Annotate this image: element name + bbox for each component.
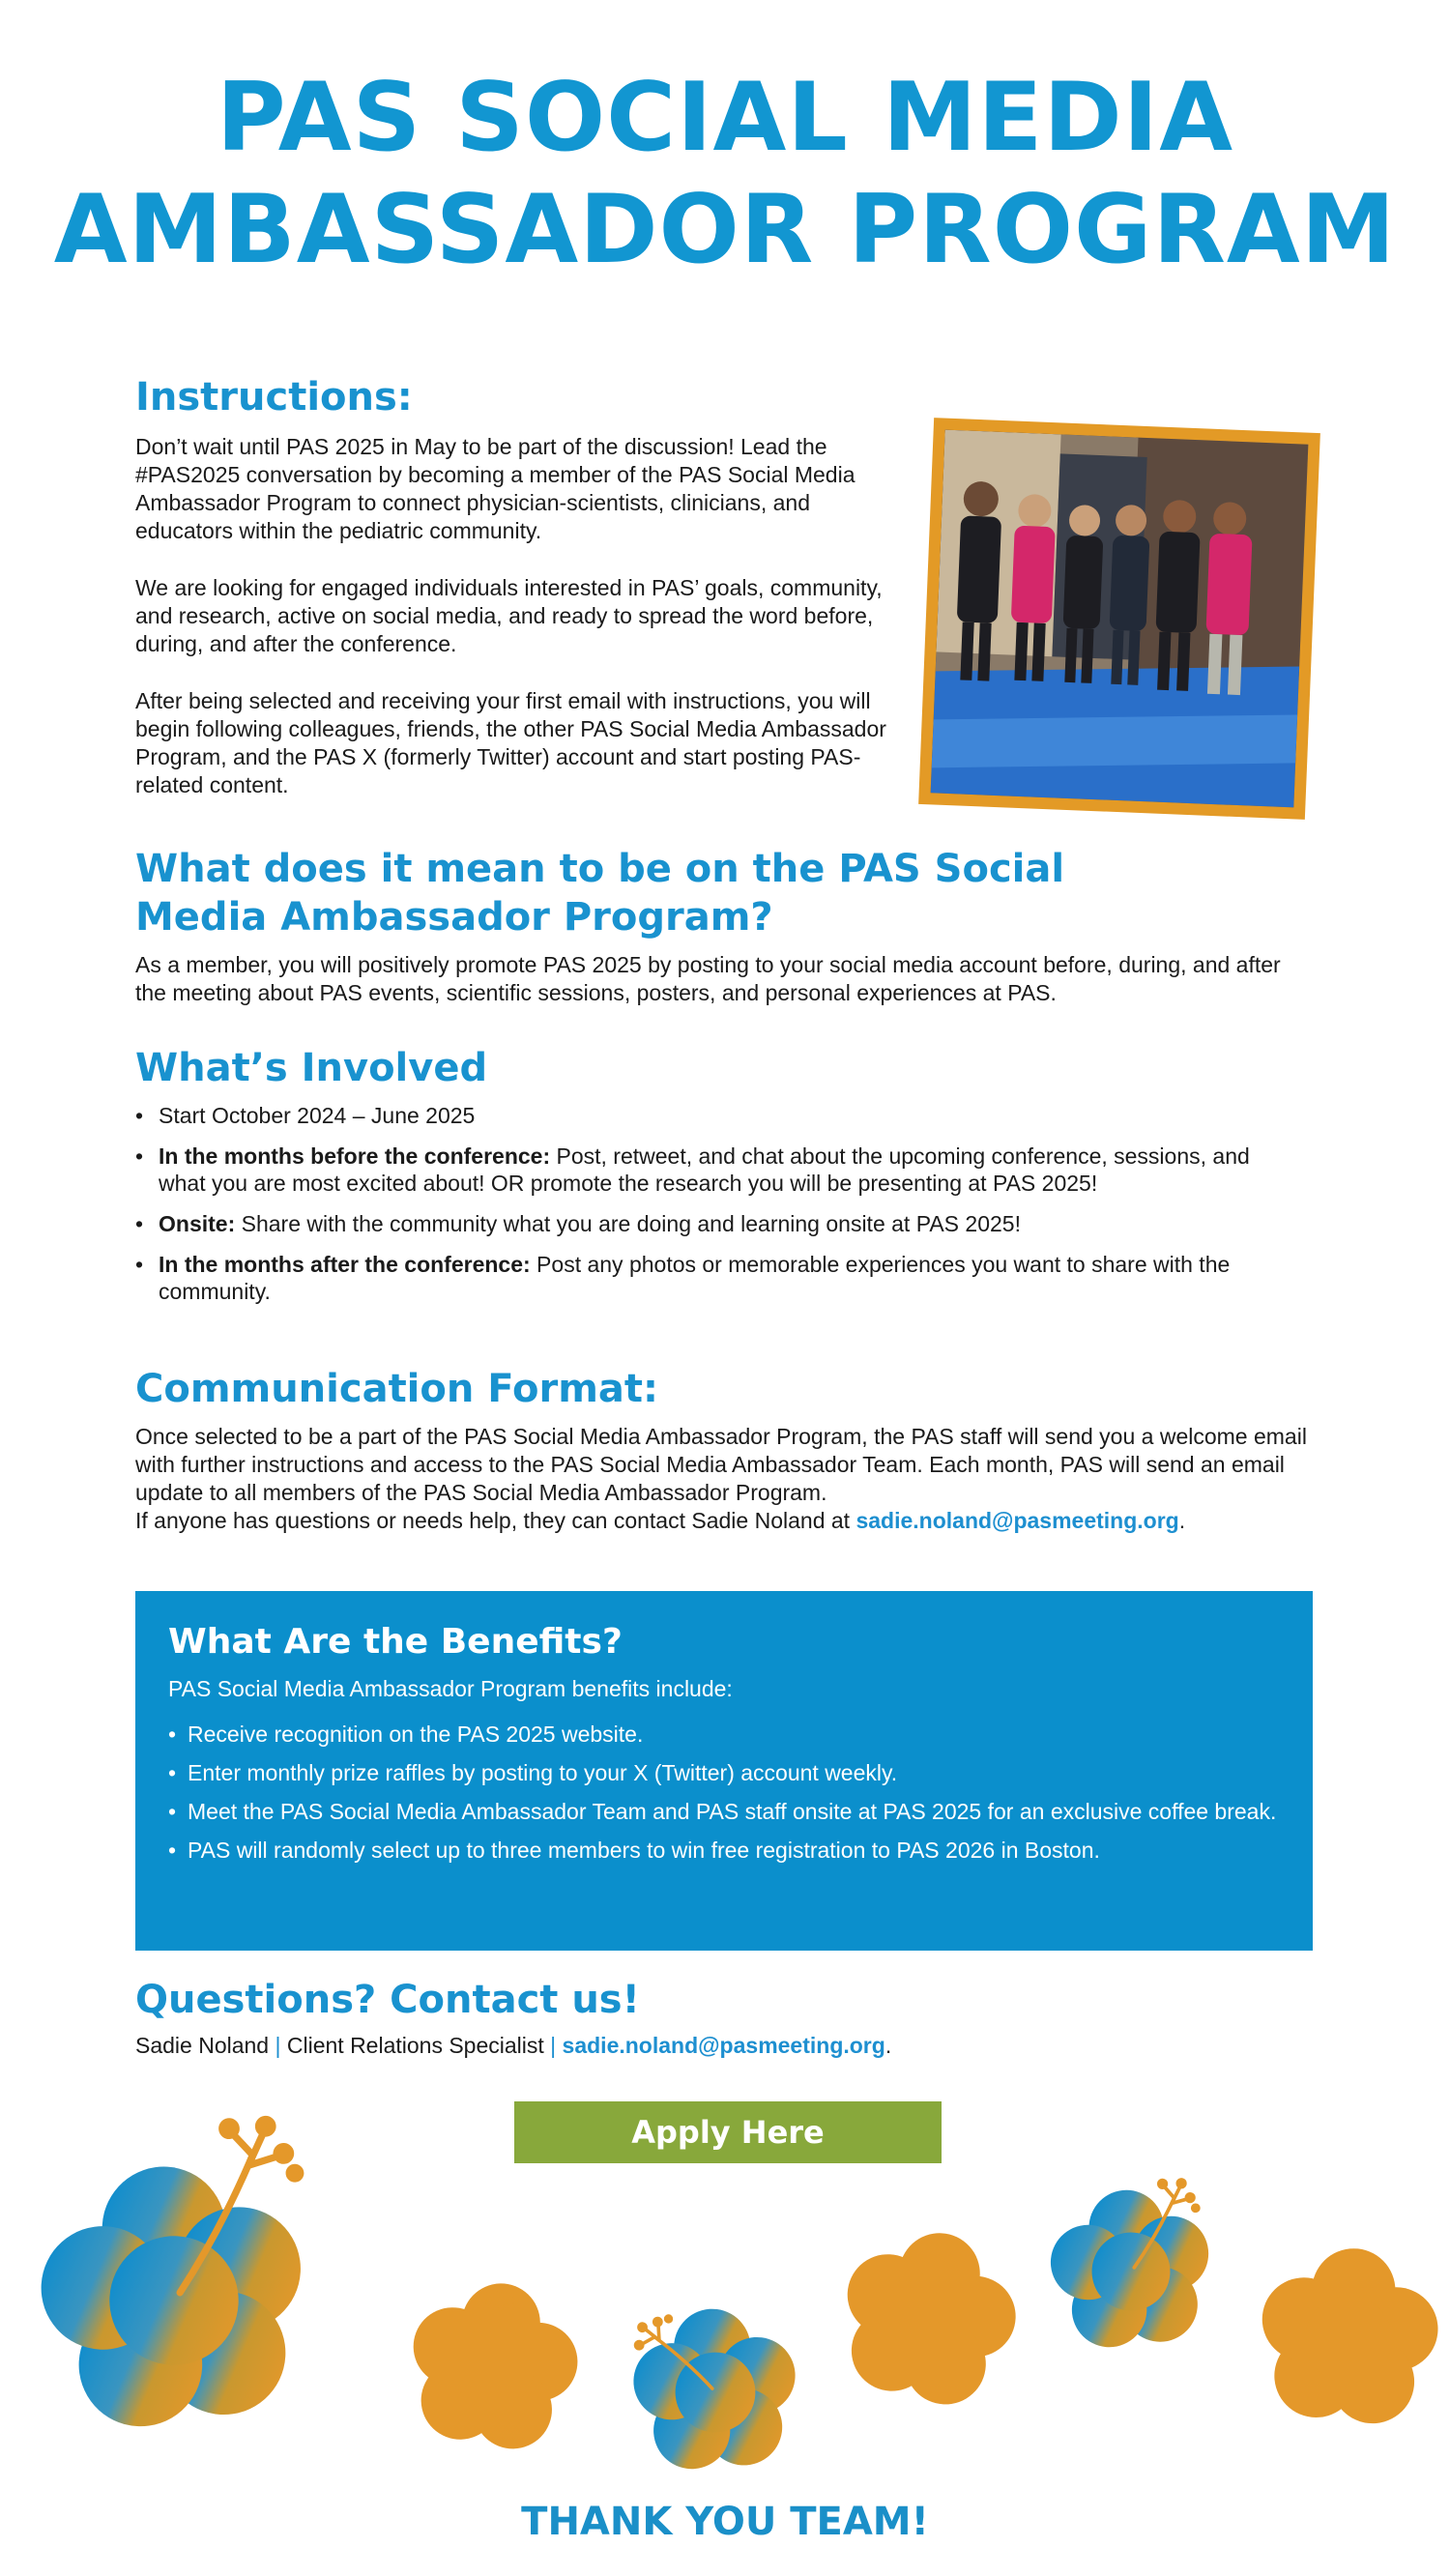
benefits-list	[168, 1721, 1280, 1864]
team-photo	[918, 418, 1320, 820]
involved-section	[135, 1044, 1315, 1318]
contact-section	[135, 1976, 1315, 2060]
communication-section	[135, 1365, 1324, 1535]
contact-line: Sadie Noland | Client Relations Specialist | sadie.noland@pasmeeting.org.	[135, 2033, 892, 2058]
contact-name: Sadie Noland	[135, 2033, 270, 2058]
hibiscus-icon	[398, 2270, 590, 2458]
meaning-body: As a member, you will positively promote PAS 2025 by posting to your social media account before, during, and after the meeting about PAS events, scientific sessions, posters, and personal experiences at PAS.	[135, 952, 1281, 1005]
contact-role: Client Relations Specialist	[286, 2033, 544, 2058]
benefits-item: • Meet the PAS Social Media Ambassador Team and PAS staff onsite at PAS 2025 for an exclusive coffee break.	[168, 1798, 1280, 1825]
benefits-item: • PAS will randomly select up to three members to win free registration to PAS 2026 in Boston.	[168, 1837, 1280, 1864]
hibiscus-icon	[21, 2113, 333, 2439]
page-title-line-2: AMBASSADOR PROGRAM	[53, 175, 1397, 285]
instructions-paragraph-3: After being selected and receiving your first email with instructions, you will begin following colleagues, friends, the other PAS Social Media Ambassador Program, and the PAS X (formerly Twitter) account and start posting PAS-related content.	[135, 688, 886, 797]
communication-email-link[interactable]: sadie.noland@pasmeeting.org	[856, 1508, 1179, 1533]
involved-item: • In the months after the conference: Post any photos or memorable experiences you want to share with the community.	[135, 1251, 1295, 1305]
benefits-box	[135, 1591, 1313, 1951]
involved-heading: What’s Involved	[135, 1046, 488, 1090]
benefits-item: • Enter monthly prize raffles by posting to your X (Twitter) account weekly.	[168, 1759, 1280, 1786]
involved-list	[135, 1102, 1295, 1305]
contact-email-link[interactable]: sadie.noland@pasmeeting.org	[562, 2033, 885, 2058]
involved-item: • In the months before the conference: Post, retweet, and chat about the upcoming conference, sessions, and what you are most excited about! OR promote the research you will be presenting at PAS 2025!	[135, 1143, 1295, 1197]
instructions-section	[135, 373, 899, 799]
meaning-section	[135, 845, 1315, 1007]
communication-contact: If anyone has questions or needs help, they can contact Sadie Noland at sadie.noland@pasmeeting.org.	[135, 1508, 1186, 1533]
instructions-paragraph-2: We are looking for engaged individuals interested in PAS’ goals, community, and research, active on social media, and ready to spread the word before, during, and after the conference.	[135, 575, 883, 656]
involved-item: • Start October 2024 – June 2025	[135, 1102, 1295, 1129]
hibiscus-icon	[627, 2302, 801, 2473]
benefits-intro: PAS Social Media Ambassador Program benefits include:	[168, 1676, 733, 1701]
hibiscus-icon	[826, 2214, 1032, 2417]
instructions-paragraph-1: Don’t wait until PAS 2025 in May to be part of the discussion! Lead the #PAS2025 conversation by becoming a member of the PAS Social Media Ambassador Program to connect physician-scientists, clinicians, and educators within the pediatric community.	[135, 434, 856, 543]
apply-here-button[interactable]: Apply Here	[514, 2101, 942, 2163]
hibiscus-icon	[1253, 2240, 1446, 2429]
contact-heading: Questions? Contact us!	[135, 1978, 640, 2022]
page-title-line-1: PAS SOCIAL MEDIA	[216, 63, 1234, 173]
communication-heading: Communication Format:	[135, 1367, 658, 1411]
communication-body: Once selected to be a part of the PAS Social Media Ambassador Program, the PAS staff will send you a welcome email with further instructions and access to the PAS Social Media Ambassador Team. Each month, PAS will send an email update to all members of the PAS Social Media Ambassador Program.	[135, 1424, 1307, 1505]
hibiscus-icon	[1043, 2176, 1217, 2352]
thank-you-footer: THANK YOU TEAM!	[521, 2500, 929, 2544]
instructions-heading: Instructions:	[135, 375, 413, 420]
benefits-item: • Receive recognition on the PAS 2025 website.	[168, 1721, 1280, 1748]
benefits-heading: What Are the Benefits?	[168, 1622, 623, 1662]
meaning-heading: What does it mean to be on the PAS Social Media Ambassador Program?	[135, 847, 1065, 940]
team-photo-image	[931, 430, 1309, 808]
involved-item: • Onsite: Share with the community what you are doing and learning onsite at PAS 2025!	[135, 1210, 1295, 1237]
